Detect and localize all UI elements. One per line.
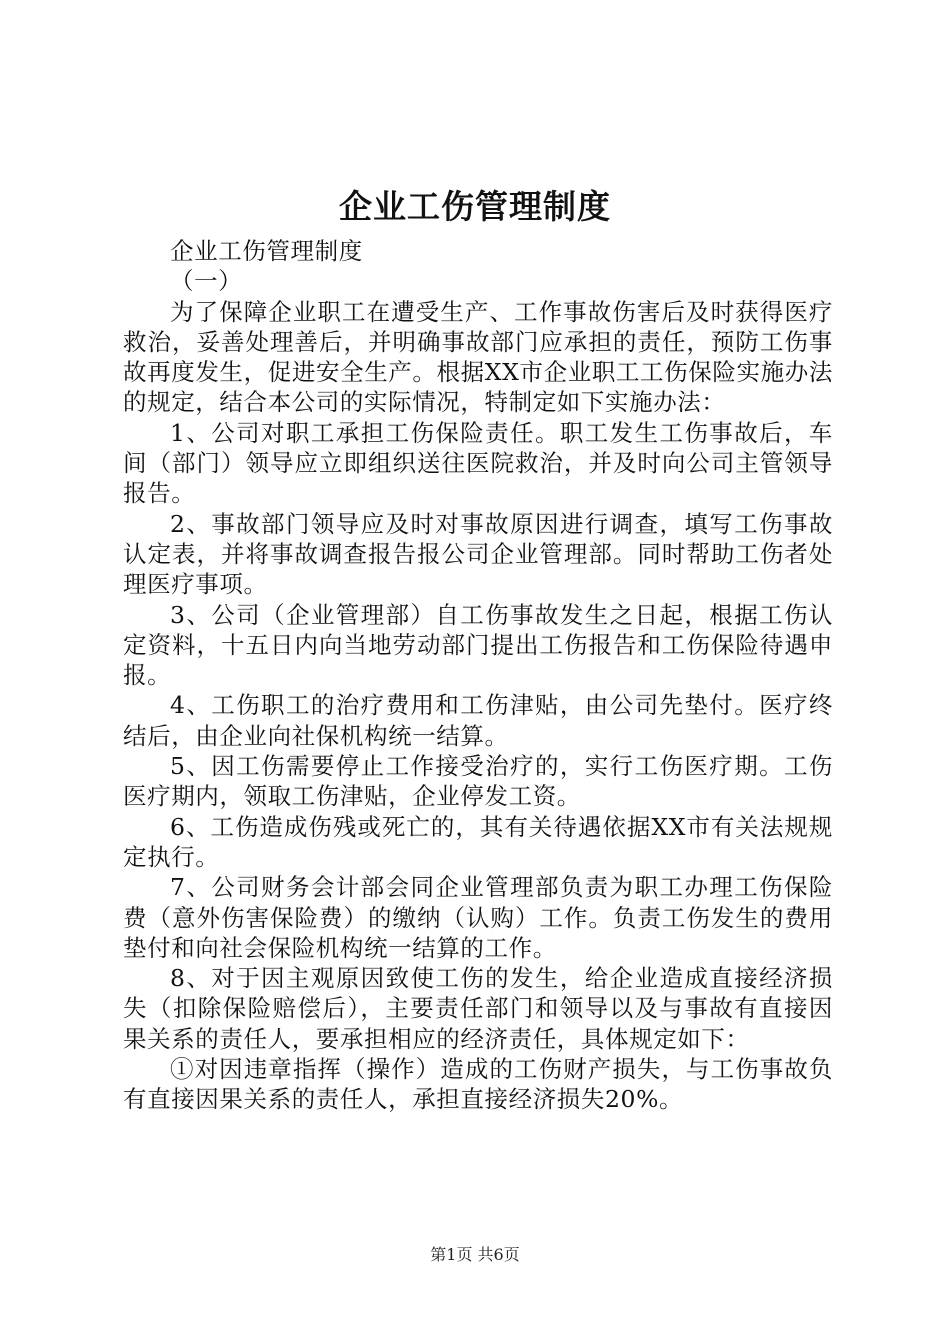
body-paragraph: 3、公司（企业管理部）自工伤事故发生之日起，根据工伤认定资料，十五日内向当地劳动部门提出工伤报告和工伤保险待遇申报。 <box>123 600 833 690</box>
page-number-footer: 第1页 共6页 <box>430 1245 520 1264</box>
body-paragraph: 1、公司对职工承担工伤保险责任。职工发生工伤事故后，车间（部门）领导应立即组织送往医院救治，并及时向公司主管领导报告。 <box>123 418 833 508</box>
body-paragraph: 为了保障企业职工在遭受生产、工作事故伤害后及时获得医疗救治，妥善处理善后，并明确事故部门应承担的责任，预防工伤事故再度发生，促进安全生产。根据XX市企业职工工伤保险实施办法的规定，结合本公司的实际情况，特制定如下实施办法： <box>123 297 833 417</box>
body-paragraph: 8、对于因主观原因致使工伤的发生，给企业造成直接经济损失（扣除保险赔偿后），主要责任部门和领导以及与事故有直接因果关系的责任人，要承担相应的经济责任，具体规定如下： <box>123 964 833 1053</box>
document-title: 企业工伤管理制度 <box>339 187 611 226</box>
body-paragraph: 4、工伤职工的治疗费用和工伤津贴，由公司先垫付。医疗终结后，由企业向社保机构统一结算。 <box>123 691 833 750</box>
document-body <box>123 236 833 1115</box>
body-paragraph: ①对因违章指挥（操作）造成的工伤财产损失，与工伤事故负有直接因果关系的责任人，承担直接经济损失20%。 <box>123 1055 833 1114</box>
body-paragraph: 7、公司财务会计部会同企业管理部负责为职工办理工伤保险费（意外伤害保险费）的缴纳（认购）工作。负责工伤发生的费用垫付和向社会保险机构统一结算的工作。 <box>123 873 833 962</box>
body-paragraph: （一） <box>170 267 243 296</box>
body-paragraph: 2、事故部门领导应及时对事故原因进行调查，填写工伤事故认定表，并将事故调查报告报公司企业管理部。同时帮助工伤者处理医疗事项。 <box>123 509 833 599</box>
body-paragraph: 5、因工伤需要停止工作接受治疗的，实行工伤医疗期。工伤医疗期内，领取工伤津贴，企业停发工资。 <box>123 752 833 811</box>
body-paragraph: 企业工伤管理制度 <box>170 237 363 265</box>
body-paragraph: 6、工伤造成伤残或死亡的，其有关待遇依据XX市有关法规规定执行。 <box>123 812 833 871</box>
